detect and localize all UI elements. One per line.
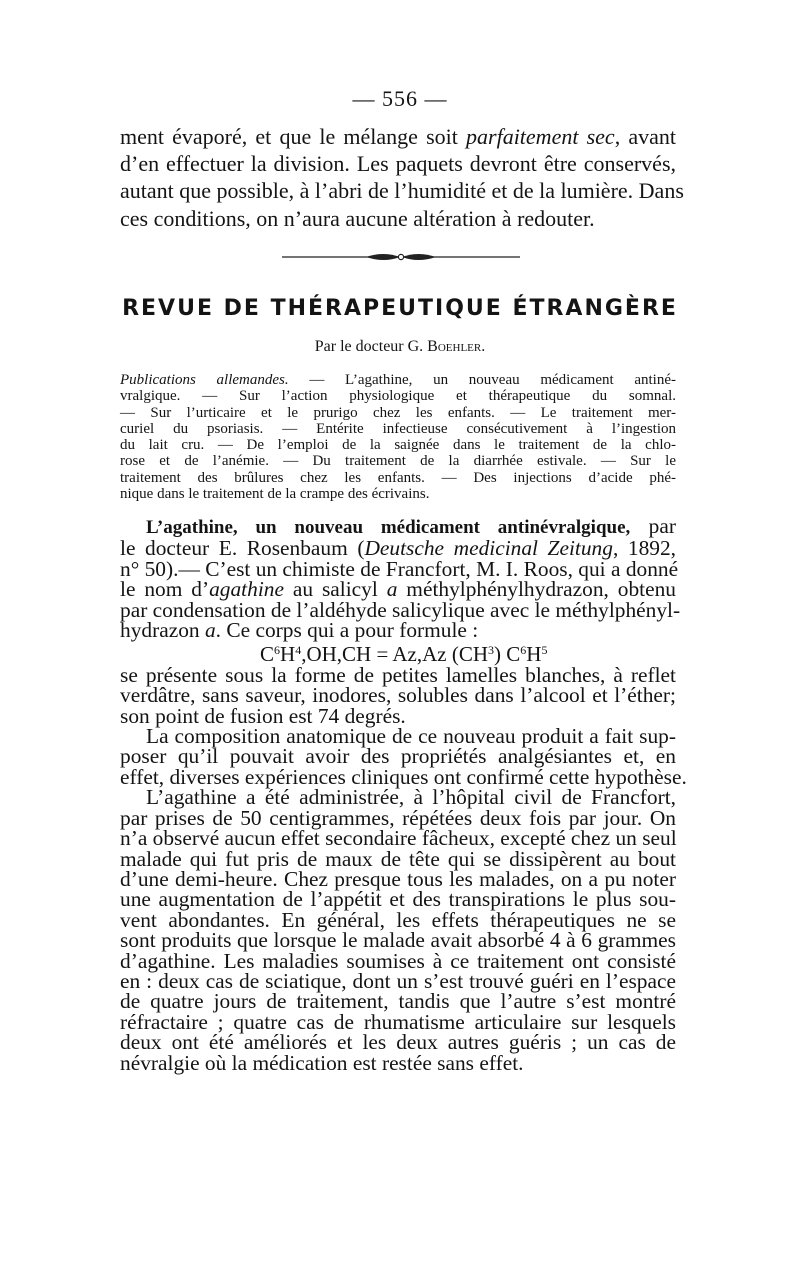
article-line: d’agathine. Les maladies soumises à ce traitement ont consisté <box>120 948 676 973</box>
article-line: sont produits que lorsque le malade avait absorbé 4 à 6 grammes <box>120 928 676 953</box>
intro-line: d’en effectuer la division. Les paquets devront être conservés, <box>120 151 676 177</box>
italic-text: Deutsche medicinal Zeitung <box>364 536 613 561</box>
article-line: le docteur E. Rosenbaum (Deutsche medicinal Zeitung, 1892, <box>120 536 676 561</box>
article-line: par prises de 50 centigrammes, répétées deux fois par jour. On <box>120 805 676 830</box>
summary-line: Publications allemandes. — L’agathine, un nouveau médicament antiné- <box>120 372 676 388</box>
article-line: poser qu’il pouvait avoir des propriétés analgésiantes et, en <box>120 744 676 769</box>
section-heading: REVUE DE THÉRAPEUTIQUE ÉTRANGÈRE <box>122 296 678 321</box>
italic-text: a <box>204 618 216 643</box>
summary-paragraph <box>120 372 676 502</box>
article-line: L’agathine a été administrée, à l’hôpital civil de Francfort, <box>146 785 676 810</box>
summary-line: — Sur l’urticaire et le prurigo chez les enfants. — Le traitement mer- <box>120 404 676 421</box>
article-line: une augmentation de l’appétit et des transpirations le plus sou- <box>120 887 676 912</box>
article-line: névralgie où la médication est restée sans effet. <box>120 1050 524 1075</box>
article-title: L’agathine, un nouveau médicament antinévralgique, <box>146 517 631 538</box>
byline-prefix: Par le docteur G. <box>314 338 428 355</box>
ornamental-rule-icon <box>282 250 520 264</box>
article-line: malade qui fut pris de maux de tête qui se dissipèrent au bout <box>120 846 676 871</box>
byline-author: Boehler. <box>427 338 486 355</box>
summary-line: traitement des brûlures chez les enfants. — Des injections d’acide phé- <box>120 469 676 486</box>
article-line: effet, diverses expériences cliniques ont confirmé cette hypothèse. <box>120 764 687 789</box>
article-line: La composition anatomique de ce nouveau produit a fait sup- <box>146 724 676 749</box>
summary-line: curiel du psoriasis. — Entérite infectieuse consécutivement à l’ingestion <box>120 420 676 437</box>
italic-text: a <box>386 577 398 602</box>
intro-line: ment évaporé, et que le mélange soit parfaitement sec, avant <box>120 124 676 149</box>
summary-line: vralgique. — Sur l’action physiologique et thérapeutique du somnal. <box>120 388 676 405</box>
article-line: son point de fusion est 74 degrés. <box>120 703 406 728</box>
article-body <box>120 514 687 1075</box>
article-line: réfractaire ; quatre cas de rhumatisme articulaire sur lesquels <box>120 1009 676 1034</box>
page-number: — 556 — <box>352 86 448 111</box>
summary-line: du lait cru. — De l’emploi de la saignée dans le traitement de la chlo- <box>120 437 676 454</box>
intro-line: ces conditions, on n’aura aucune altération à redouter. <box>120 205 595 231</box>
article-line: par condensation de l’aldéhyde salicylique avec le méthylphényl- <box>120 597 681 622</box>
article-line: se présente sous la forme de petites lamelles blanches, à reflet <box>120 662 676 687</box>
article-line: deux ont été améliorés et les deux autres guéris ; un cas de <box>120 1030 676 1055</box>
chemical-formula: $C^6H^4,OH,CH = Az,Az$ $(CH^3)$ $C^6H^5$ <box>260 642 548 667</box>
article-line: en : deux cas de sciatique, dont un s’est trouvé guéri en l’espace <box>120 968 676 993</box>
byline <box>0 338 800 356</box>
article-line: n’a observé aucun effet secondaire fâcheux, excepté chez un seul <box>120 826 677 851</box>
italic-text: parfaitement sec <box>466 124 615 149</box>
article-line: d’une demi-heure. Chez presque tous les malades, on a pu noter <box>120 866 676 891</box>
article-line: de quatre jours de traitement, tandis que l’autre s’est montré <box>120 989 676 1014</box>
article-line: vent abondantes. En général, les effets thérapeutiques ne se <box>120 907 676 932</box>
article-line: n° 50).— C’est un chimiste de Francfort, M. I. Roos, qui a donné <box>120 556 679 581</box>
summary-label: Publications allemandes. <box>120 372 289 388</box>
article-line: verdâtre, sans saveur, inodores, solubles dans l’alcool et l’éther; <box>120 683 676 708</box>
summary-line: nique dans le traitement de la crampe des écrivains. <box>120 486 430 503</box>
article-title-line: L’agathine, un nouveau médicament antinévralgique, par <box>146 514 676 538</box>
intro-line: autant que possible, à l’abri de l’humidité et de la lumière. Dans <box>120 178 684 204</box>
article-line: hydrazon a. Ce corps qui a pour formule : <box>120 618 479 643</box>
summary-line: rose et de l’anémie. — Du traitement de la diarrhée estivale. — Sur le <box>120 453 676 470</box>
intro-paragraph <box>120 123 684 232</box>
italic-text: agathine <box>209 577 284 602</box>
article-line: le nom d’agathine au salicyl a méthylphénylhydrazon, obtenu <box>120 577 676 602</box>
